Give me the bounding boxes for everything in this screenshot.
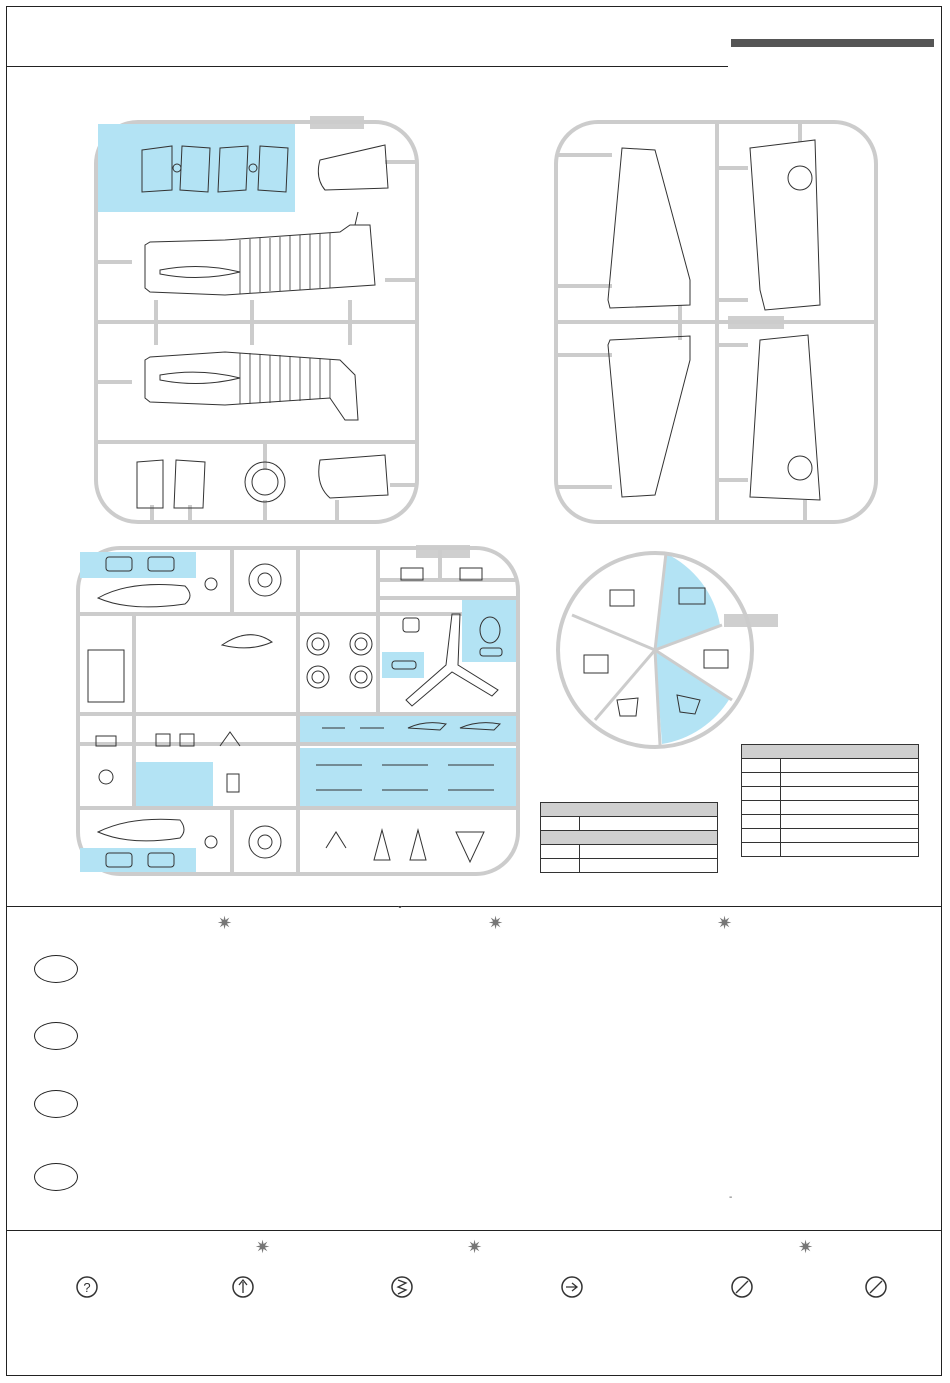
star-burst-icon: ✷ [467,1237,483,1257]
star-burst-icon: ✷ [798,1237,814,1257]
highlight-c3 [136,762,213,806]
step-4-oval [34,1163,78,1191]
spring-icon [392,1277,412,1297]
svg-text:?: ? [83,1280,91,1295]
symbol-icons [77,1277,886,1297]
sprue-b [556,122,876,522]
highlight-c5 [300,748,516,806]
highlight-canopy [98,124,295,212]
legend-table-large [741,744,919,857]
star-burst-icon: ✷ [255,1237,271,1257]
dot-mark: - [729,1192,733,1203]
step-3-oval [34,1090,78,1118]
legend-table-small [540,802,718,873]
step-1-oval [34,955,78,983]
highlight-c1 [80,552,196,578]
star-burst-icon: ✷ [217,913,233,933]
fuselage-upper-ribs [240,233,330,294]
star-burst-icon: ✷ [717,913,733,933]
highlight-c6 [462,600,516,662]
step-2-oval [34,1022,78,1050]
caret-mark: ˇ [398,904,402,918]
fuselage-lower [145,352,358,420]
highlight-c2 [80,848,196,872]
sprue-d [558,553,752,747]
star-burst-icon: ✷ [488,913,504,933]
sprue-c [78,548,518,874]
highlight-c7 [382,652,424,678]
fuselage-lower-ribs [240,353,330,404]
